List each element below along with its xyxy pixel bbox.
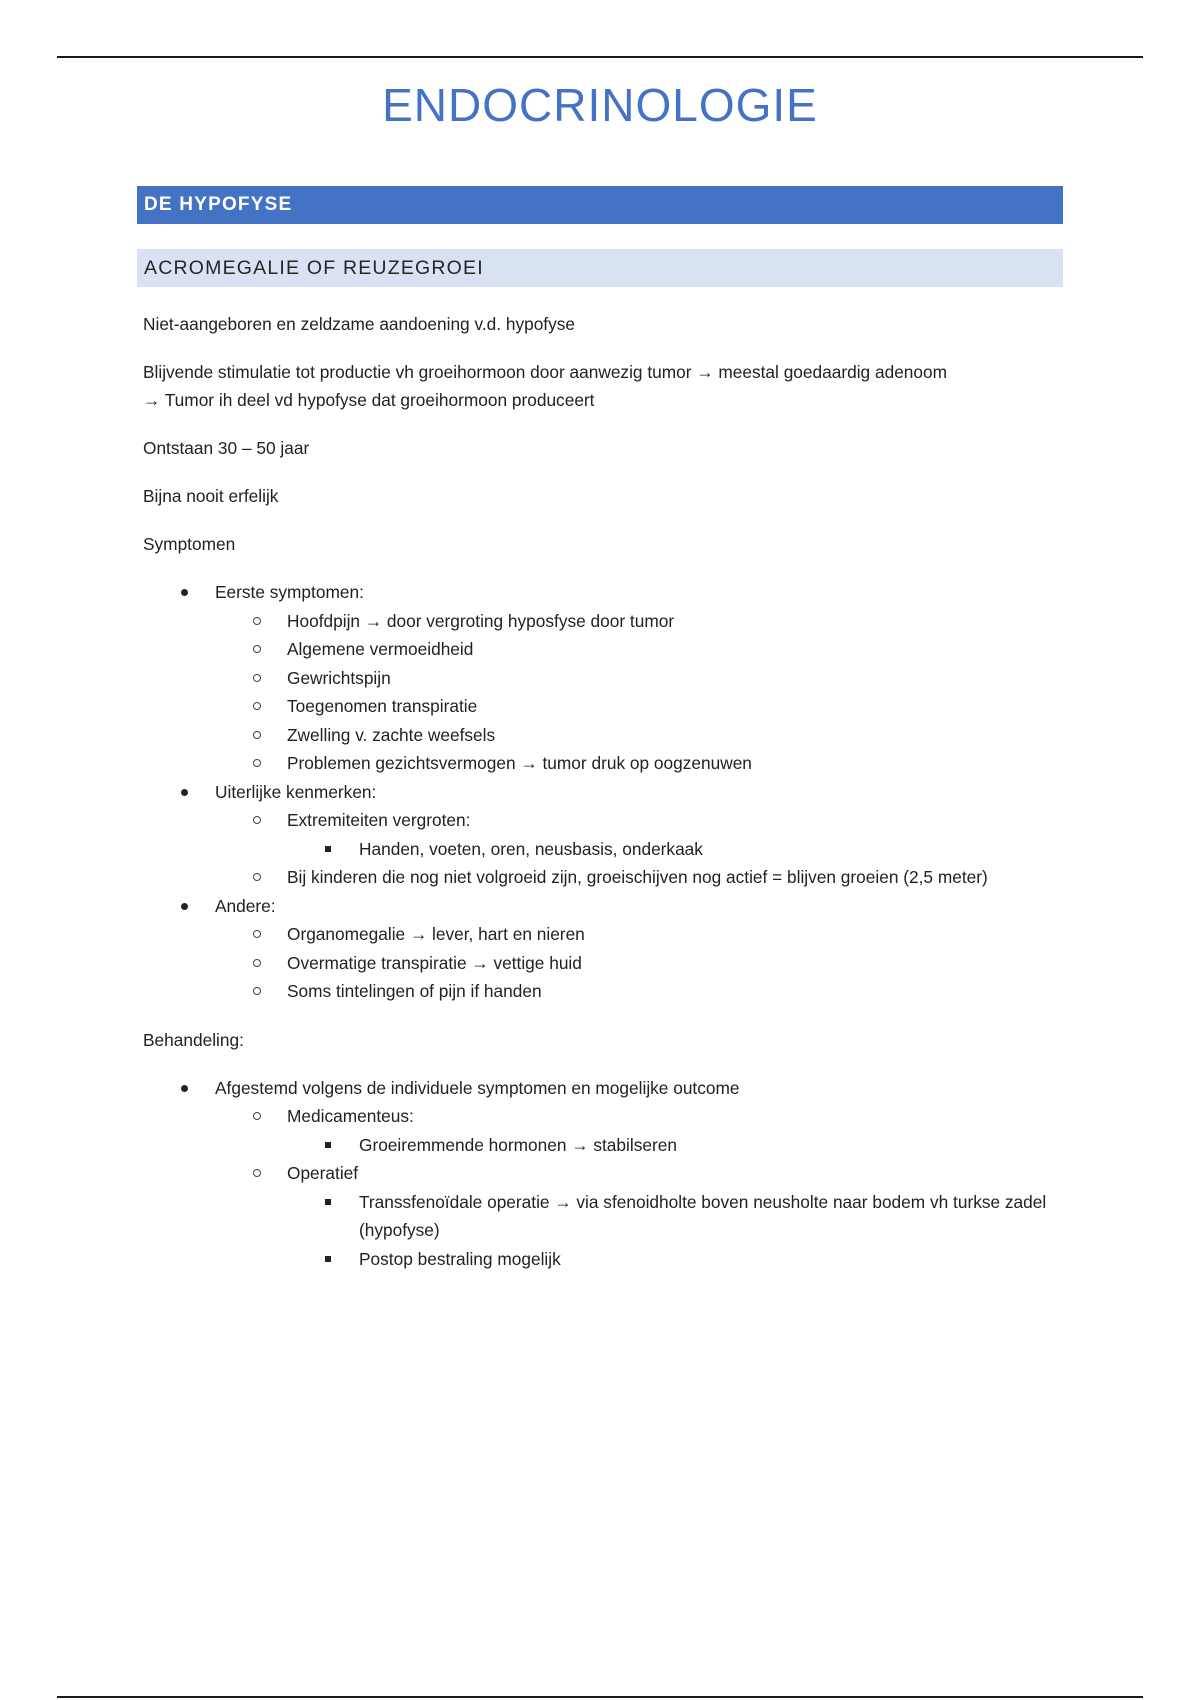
- top-rule: [57, 56, 1143, 58]
- list-item-text: Soms tintelingen of pijn if handen: [287, 981, 542, 1001]
- list-item-text: Postop bestraling mogelijk: [359, 1248, 561, 1269]
- list-item: [215, 863, 1063, 892]
- list-item: [143, 578, 1063, 778]
- sublist: [287, 1102, 1063, 1273]
- square-bullet-icon: [325, 1256, 331, 1262]
- bullet-icon: [181, 903, 188, 910]
- list-item: [143, 892, 1063, 1006]
- sublist: [287, 806, 1063, 892]
- list-item-text: Uiterlijke kenmerken:: [215, 781, 377, 802]
- square-bullet-icon: [325, 1199, 331, 1205]
- list-item: [215, 920, 1063, 949]
- circle-bullet-icon: [253, 873, 261, 881]
- paragraph: Behandeling:: [143, 1029, 244, 1050]
- square-bullet-icon: [325, 846, 331, 852]
- list-item-text: Hoofdpijn → door vergroting hyposfyse door tumor: [287, 610, 675, 631]
- list-item-text: Operatief: [287, 1163, 359, 1183]
- list-item-text: Bij kinderen die nog niet volgroeid zijn, groeischijven nog actief = blijven groeien (2,5 meter): [287, 867, 988, 887]
- circle-bullet-icon: [253, 1169, 261, 1177]
- circle-bullet-icon: [253, 987, 261, 995]
- list-item-text: Overmatige transpiratie → vettige huid: [287, 952, 582, 973]
- document-title: ENDOCRINOLOGIE: [382, 79, 818, 131]
- list-item: [215, 949, 1063, 978]
- list-item-text: Extremiteiten vergroten:: [287, 810, 471, 830]
- sublist: [287, 607, 1063, 778]
- list-item: [215, 806, 1063, 863]
- list-item-text: Groeiremmende hormonen → stabilseren: [359, 1134, 677, 1155]
- circle-bullet-icon: [253, 930, 261, 938]
- list-item-text: Gewrichtspijn: [287, 667, 391, 688]
- circle-bullet-icon: [253, 674, 261, 682]
- paragraph: Niet-aangeboren en zeldzame aandoening v.d. hypofyse: [143, 314, 576, 334]
- document-body: [143, 310, 1063, 1293]
- list-item: [287, 1188, 1063, 1245]
- list-item: [215, 721, 1063, 750]
- bottom-rule: [57, 1696, 1143, 1698]
- list-item-text: Handen, voeten, oren, neusbasis, onderkaak: [359, 838, 703, 859]
- sublist: [287, 835, 1063, 864]
- heading-2: ACROMEGALIE OF REUZEGROEI: [137, 249, 1063, 287]
- list-item: [287, 1245, 1063, 1274]
- sublist: [287, 1188, 1063, 1274]
- list-item: [143, 1074, 1063, 1274]
- circle-bullet-icon: [253, 731, 261, 739]
- circle-bullet-icon: [253, 816, 261, 824]
- circle-bullet-icon: [253, 959, 261, 967]
- list-item-text: Toegenomen transpiratie: [287, 696, 478, 716]
- circle-bullet-icon: [253, 645, 261, 653]
- list-item-text: Andere:: [215, 895, 276, 916]
- paragraph-line: Blijvende stimulatie tot productie vh groeihormoon door aanwezig tumor → meestal goedaardig adenoom: [143, 362, 948, 382]
- bullet-icon: [181, 1085, 188, 1092]
- list-item: [215, 1102, 1063, 1159]
- list-item: [215, 977, 1063, 1006]
- list-item: [215, 1159, 1063, 1273]
- symptoms-list: [143, 578, 1063, 1006]
- square-bullet-icon: [325, 1142, 331, 1148]
- list-item-text: Medicamenteus:: [287, 1106, 414, 1126]
- sublist: [287, 920, 1063, 1006]
- paragraph: Bijna nooit erfelijk: [143, 486, 279, 506]
- list-item-text: Algemene vermoeidheid: [287, 639, 474, 659]
- paragraph: Ontstaan 30 – 50 jaar: [143, 438, 310, 458]
- list-item: [287, 835, 1063, 864]
- bullet-icon: [181, 789, 188, 796]
- list-item: [215, 607, 1063, 636]
- circle-bullet-icon: [253, 759, 261, 767]
- circle-bullet-icon: [253, 702, 261, 710]
- circle-bullet-icon: [253, 1112, 261, 1120]
- list-item-text: Problemen gezichtsvermogen → tumor druk op oogzenuwen: [287, 753, 752, 773]
- list-item: [215, 664, 1063, 693]
- paragraph: [143, 358, 1063, 414]
- circle-bullet-icon: [253, 617, 261, 625]
- list-item: [287, 1131, 1063, 1160]
- list-item-text: Organomegalie → lever, hart en nieren: [287, 924, 585, 944]
- heading-1: DE HYPOFYSE: [137, 186, 1063, 224]
- list-item-text: Eerste symptomen:: [215, 582, 364, 602]
- list-item-text: Transsfenoïdale operatie → via sfenoidholte boven neusholte naar bodem vh turkse zadel (hypofyse): [359, 1191, 1047, 1240]
- bullet-icon: [181, 589, 188, 596]
- sublist: [287, 1131, 1063, 1160]
- list-item: [215, 635, 1063, 664]
- list-item-text: Afgestemd volgens de individuele symptomen en mogelijke outcome: [215, 1077, 740, 1098]
- paragraph: Symptomen: [143, 534, 236, 554]
- paragraph-line: → Tumor ih deel vd hypofyse dat groeihormoon produceert: [143, 390, 595, 410]
- list-item-text: Zwelling v. zachte weefsels: [287, 724, 496, 745]
- treatment-list: [143, 1074, 1063, 1274]
- list-item: [143, 778, 1063, 892]
- list-item: [215, 692, 1063, 721]
- list-item: [215, 749, 1063, 778]
